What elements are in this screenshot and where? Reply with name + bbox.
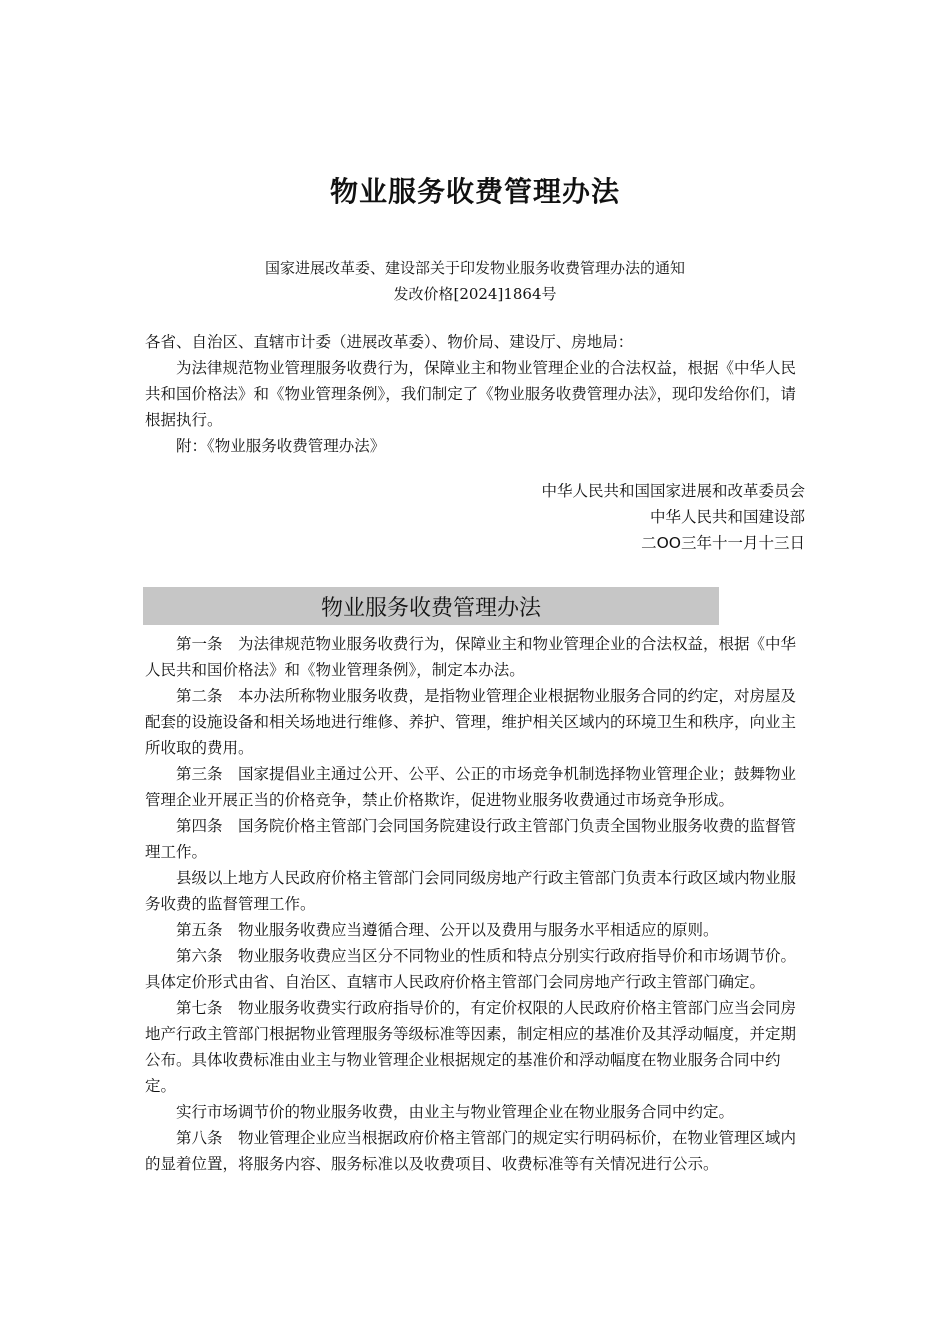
article-paragraph: 实行市场调节价的物业服务收费，由业主与物业管理企业在物业服务合同中约定。: [176, 1103, 735, 1121]
article-paragraph: 第五条 物业服务收费应当遵循合理、公开以及费用与服务水平相适应的原则。: [176, 921, 719, 939]
article-paragraph: 第八条 物业管理企业应当根据政府价格主管部门的规定实行明码标价，在物业管理区域内的显着位置，将服务内容、服务标准以及收费项目、收费标准等有关情况进行公示。: [145, 1129, 797, 1173]
articles-list: [145, 631, 810, 1177]
article-paragraph: 第四条 国务院价格主管部门会同国务院建设行政主管部门负责全国物业服务收费的监督管理工作。: [145, 817, 797, 861]
intro-paragraph: 为法律规范物业管理服务收费行为，保障业主和物业管理企业的合法权益，根据《中华人民共和国价格法》和《物业管理条例》，我们制定了《物业服务收费管理办法》，现印发给你们，请根据执行。: [145, 359, 797, 429]
article-paragraph: 第六条 物业服务收费应当区分不同物业的性质和特点分别实行政府指导价和市场调节价。具体定价形式由省、自治区、直辖市人民政府价格主管部门会同房地产行政主管部门确定。: [145, 947, 797, 991]
article-paragraph: 县级以上地方人民政府价格主管部门会同同级房地产行政主管部门负责本行政区域内物业服务收费的监督管理工作。: [145, 869, 797, 913]
section-title-band: [143, 587, 719, 625]
signature-date: 二OO三年十一月十三日: [641, 534, 805, 552]
article-paragraph: 第一条 为法律规范物业服务收费行为，保障业主和物业管理企业的合法权益，根据《中华人民共和国价格法》和《物业管理条例》，制定本办法。: [145, 635, 797, 679]
notice-number: 发改价格[2024]1864号: [393, 285, 557, 303]
signature-org-construction: 中华人民共和国建设部: [649, 508, 805, 526]
article-paragraph: 第二条 本办法所称物业服务收费，是指物业管理企业根据物业服务合同的约定，对房屋及配套的设施设备和相关场地进行维修、养护、管理，维护相关区域内的环境卫生和秩序，向业主所收取的费用。: [145, 687, 797, 757]
notice-title: 国家进展改革委、建设部关于印发物业服务收费管理办法的通知: [264, 259, 685, 277]
signature-block: [541, 478, 805, 556]
intro-block: [145, 329, 810, 459]
article-paragraph: 第三条 国家提倡业主通过公开、公平、公正的市场竞争机制选择物业管理企业；鼓舞物业管理企业开展正当的价格竞争，禁止价格欺诈，促进物业服务收费通过市场竞争形成。: [145, 765, 797, 809]
attachment-line: 附：《物业服务收费管理办法》: [176, 437, 386, 455]
notice-header: [0, 255, 950, 307]
document-title: 物业服务收费管理办法: [329, 175, 620, 208]
article-paragraph: 第七条 物业服务收费实行政府指导价的，有定价权限的人民政府价格主管部门应当会同房地产行政主管部门根据物业管理服务等级标准等因素，制定相应的基准价及其浮动幅度，并定期公布。具体收费标准由业主与物业管理企业根据规定的基准价和浮动幅度在物业服务合同中约定。: [145, 999, 797, 1095]
addressee: 各省、自治区、直辖市计委（进展改革委）、物价局、建设厅、房地局：: [145, 333, 634, 351]
section-title: 物业服务收费管理办法: [320, 595, 541, 621]
signature-org-ndrc: 中华人民共和国国家进展和改革委员会: [541, 482, 805, 500]
